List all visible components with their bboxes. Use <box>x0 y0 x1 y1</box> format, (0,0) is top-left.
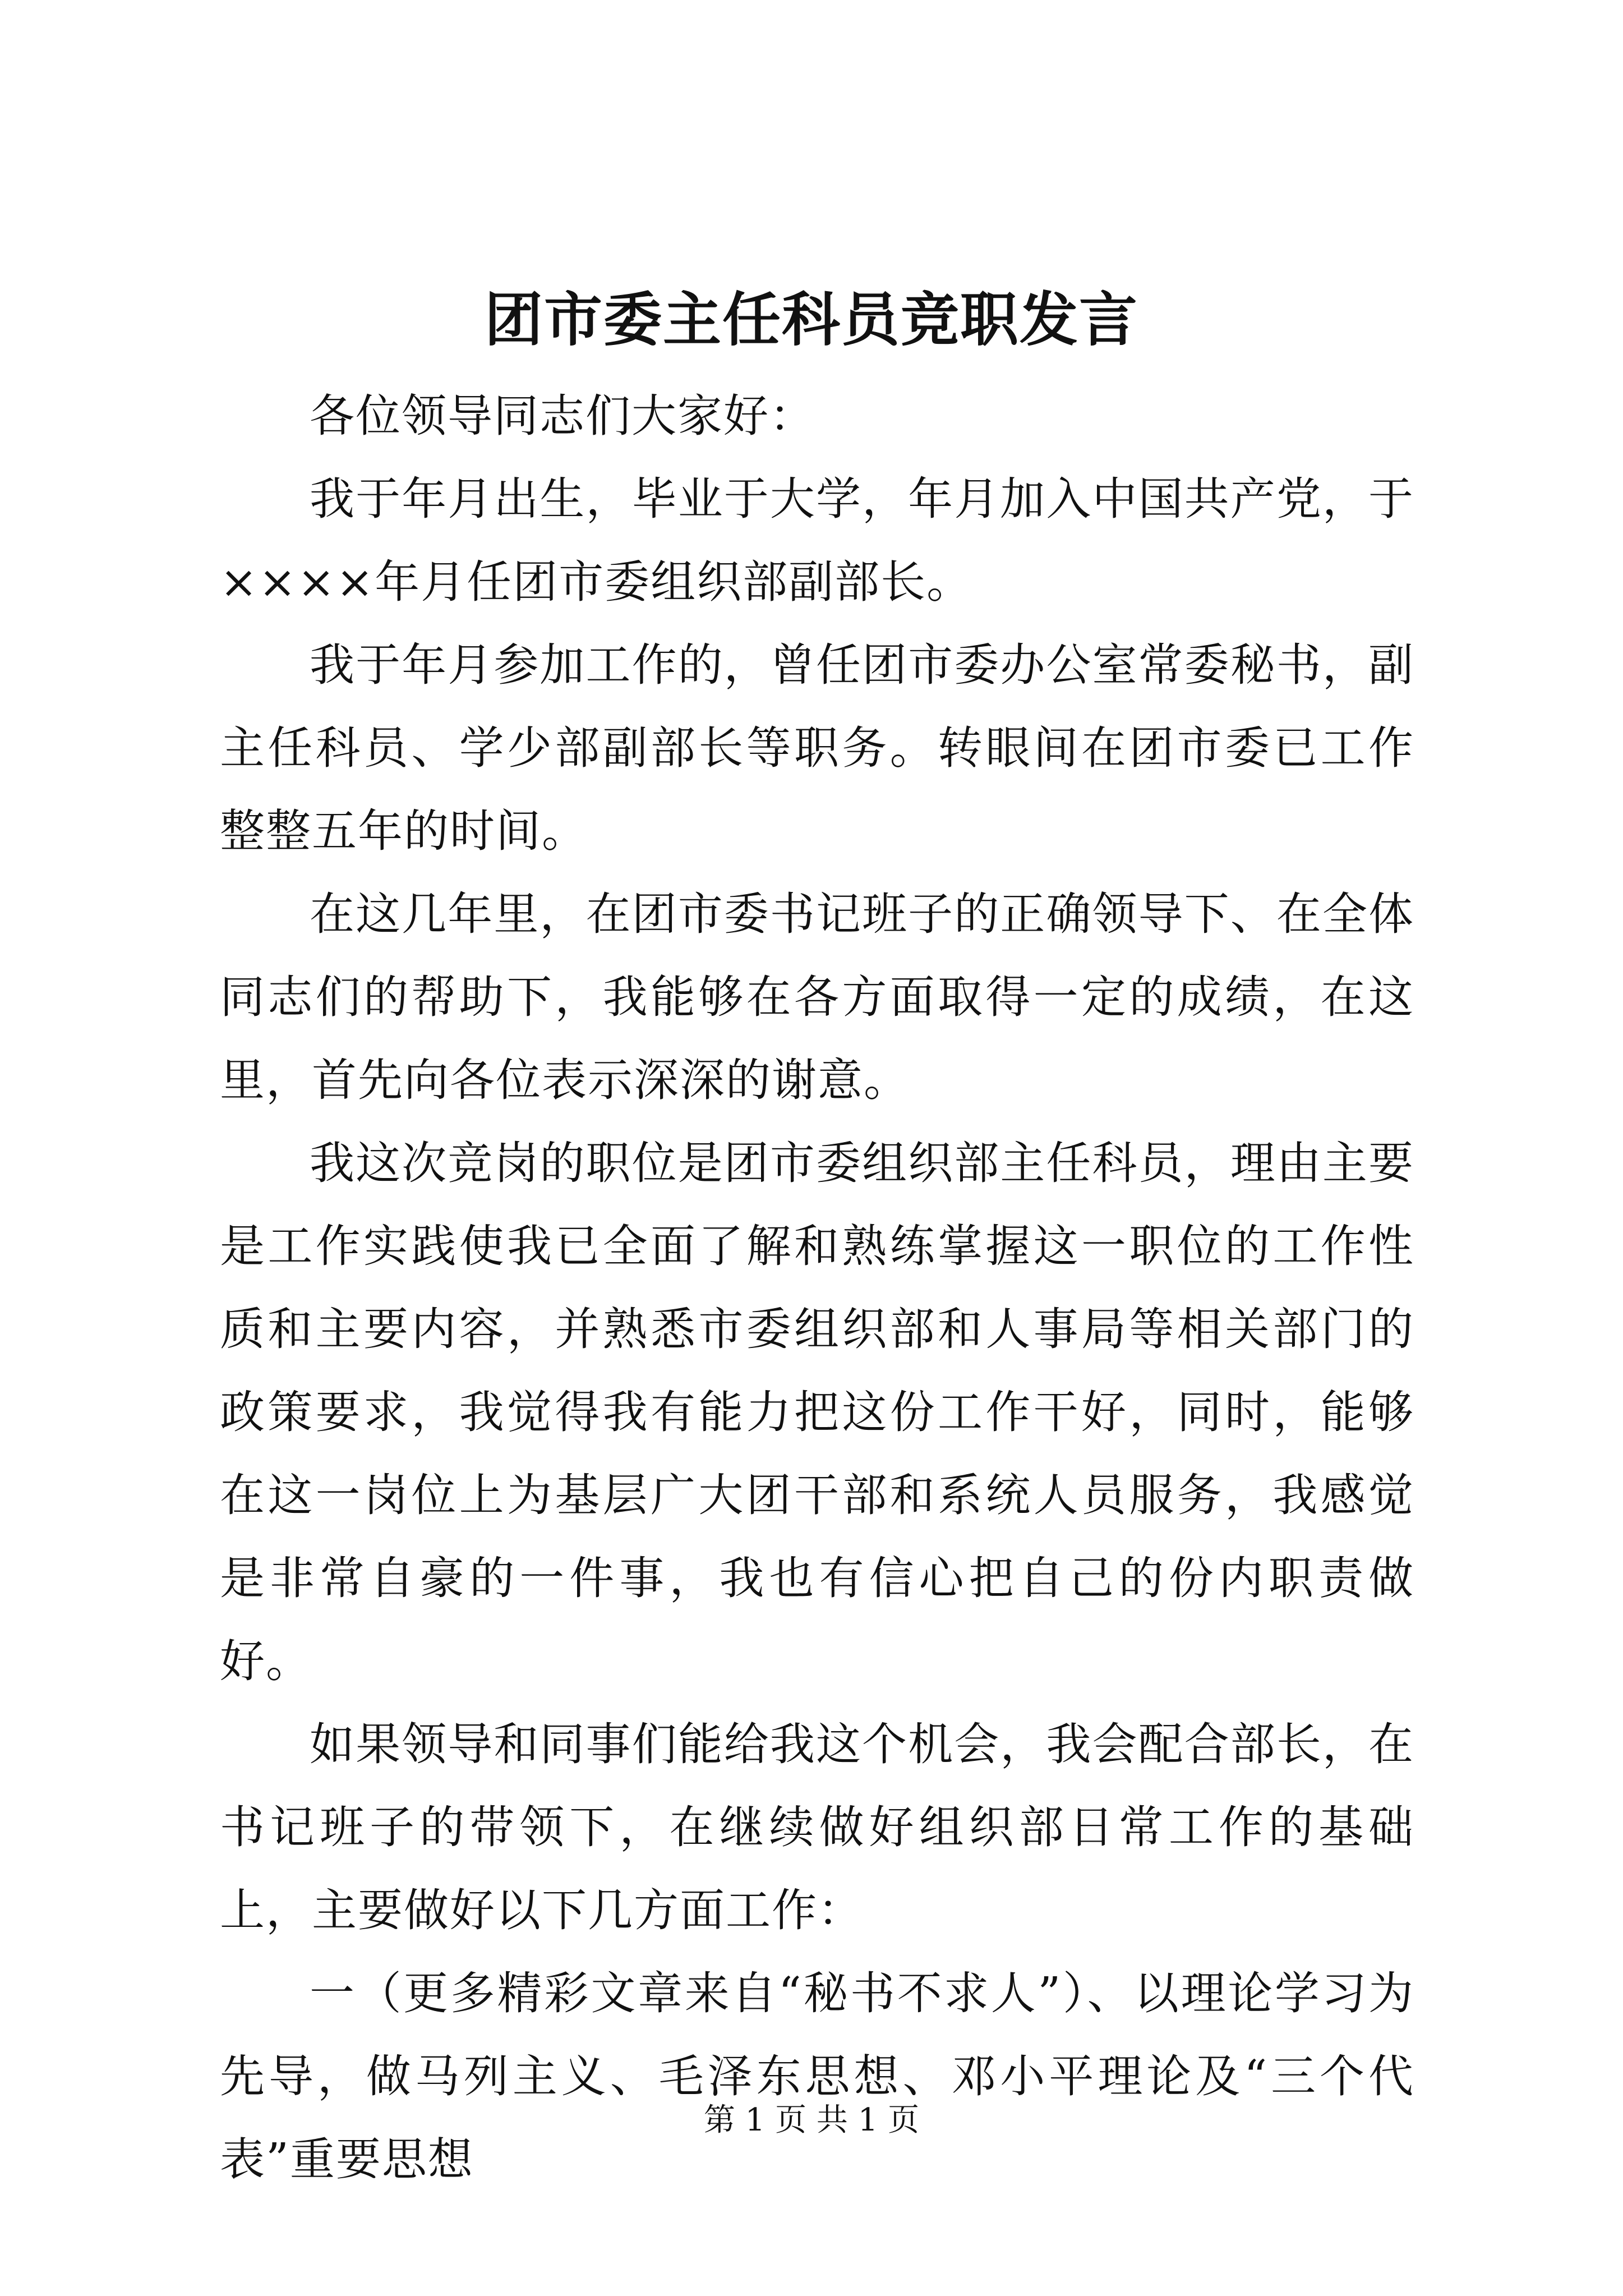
paragraph-thanks: 在这几年里，在团市委书记班子的正确领导下、在全体同志们的帮助下，我能够在各方面取得一定的成绩，在这里，首先向各位表示深深的谢意。 <box>220 888 1414 1106</box>
paragraph-plans: 如果领导和同事们能给我这个机会，我会配合部长，在书记班子的带领下，在继续做好组织部日常工作的基础上，主要做好以下几方面工作： <box>220 1718 1414 1936</box>
paragraph-reasons: 我这次竞岗的职位是团市委组织部主任科员，理由主要是工作实践使我已全面了解和熟练掌握这一职位的工作性质和主要内容，并熟悉市委组织部和人事局等相关部门的政策要求，我觉得我有能力把这份工作干好，同时，能够在这一岗位上为基层广大团干部和系统人员服务，我感觉是非常自豪的一件事，我也有信心把自己的份内职责做好。 <box>220 1137 1414 1687</box>
page-footer: 第 1 页 共 1 页 <box>703 2102 920 2138</box>
paragraph-work-history: 我于年月参加工作的，曾任团市委办公室常委秘书，副主任科员、学少部副部长等职务。转眼间在团市委已工作整整五年的时间。 <box>220 639 1414 857</box>
paragraph-point-one: 一（更多精彩文章来自“秘书不求人”）、以理论学习为先导，做马列主义、毛泽东思想、邓小平理论及“三个代表”重要思想 <box>220 1967 1414 2185</box>
document-title: 团市委主任科员竞职发言 <box>484 285 1138 354</box>
document-body <box>220 375 1414 2201</box>
paragraph-background: 我于年月出生，毕业于大学，年月加入中国共产党，于××××年月任团市委组织部副部长。 <box>220 473 1414 608</box>
paragraph-greeting: 各位领导同志们大家好： <box>310 390 815 442</box>
